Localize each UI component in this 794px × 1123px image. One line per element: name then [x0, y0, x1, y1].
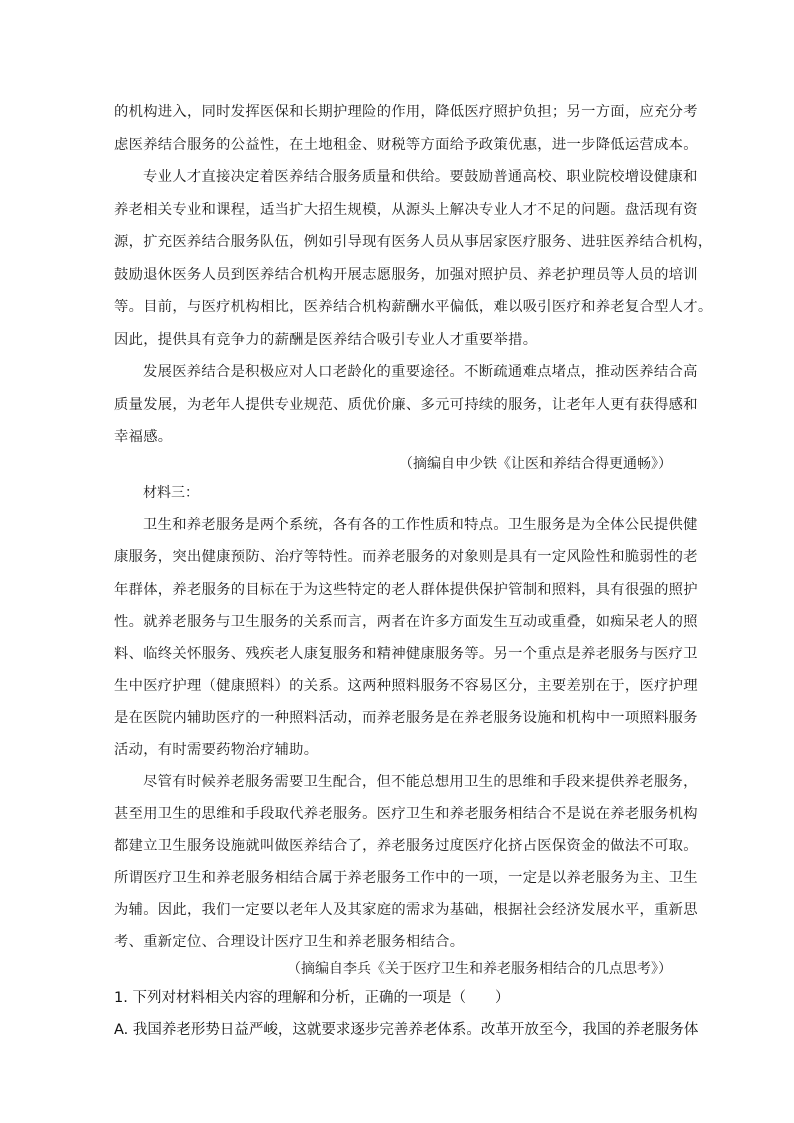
text-line: 是在医院内辅助医疗的一种照料活动，而养老服务是在养老服务设施和机构中一项照料服务	[114, 710, 698, 726]
text-line: 尽管有时候养老服务需要卫生配合，但不能总想用卫生的思维和手段来提供养老服务，	[143, 774, 698, 790]
source-citation: （摘编自申少铁《让医和养结合得更通畅》）	[399, 456, 672, 472]
source-citation: （摘编自李兵《关于医疗卫生和养老服务相结合的几点思考》）	[287, 961, 672, 977]
text-line: 考、重新定位、合理设计医疗卫生和养老服务相结合。	[114, 934, 465, 950]
text-line: 幸福感。	[114, 429, 173, 445]
text-line: 专业人才直接决定着医养结合服务质量和供给。要鼓励普通高校、职业院校增设健康和	[143, 169, 698, 185]
text-line: 养老相关专业和课程，适当扩大招生规模，从源头上解决专业人才不足的问题。盘活现有资	[114, 202, 698, 218]
text-line: 年群体，养老服务的目标在于为这些特定的老人群体提供保护管制和照料，具有很强的照护	[114, 582, 698, 598]
material-label: 材料三：	[143, 485, 199, 501]
text-line: 所谓医疗卫生和养老服务相结合属于养老服务工作中的一项，一定是以养老服务为主、卫生	[114, 870, 698, 886]
question-option-a: A. 我国养老形势日益严峻，这就要求逐步完善养老体系。改革开放至今，我国的养老服务体	[114, 1022, 699, 1038]
text-line: 都建立卫生服务设施就叫做医养结合了，养老服务过度医疗化挤占医保资金的做法不可取。	[114, 838, 698, 854]
text-line: 因此，提供具有竞争力的薪酬是医养结合吸引专业人才重要举措。	[114, 332, 538, 348]
text-line: 源，扩充医养结合服务队伍，例如引导现有医务人员从事居家医疗服务、进驻医养结合机构，	[114, 234, 713, 250]
text-line: 为辅。因此，我们一定要以老年人及其家庭的需求为基础，根据社会经济发展水平，重新思	[114, 902, 698, 918]
text-line: 虑医养结合服务的公益性，在土地租金、财税等方面给予政策优惠，进一步降低运营成本。	[114, 137, 698, 153]
text-line: 发展医养结合是积极应对人口老龄化的重要途径。不断疏通难点堵点，推动医养结合高	[143, 364, 698, 380]
text-line: 康服务，突出健康预防、治疗等特性。而养老服务的对象则是具有一定风险性和脆弱性的老	[114, 549, 698, 565]
text-line: 等。目前，与医疗机构相比，医养结合机构薪酬水平偏低，难以吸引医疗和养老复合型人才。	[114, 299, 713, 315]
text-line: 性。就养老服务与卫生服务的关系而言，两者在许多方面发生互动或重叠，如痴呆老人的照	[114, 614, 698, 630]
text-line: 活动，有时需要药物治疗辅助。	[114, 742, 319, 758]
text-line: 的机构进入，同时发挥医保和长期护理险的作用，降低医疗照护负担；另一方面，应充分考	[114, 104, 698, 120]
question-stem: 1. 下列对材料相关内容的理解和分析，正确的一项是（ ）	[114, 990, 510, 1006]
text-line: 生中医疗护理（健康照料）的关系。这两种照料服务不容易区分，主要差别在于，医疗护理	[114, 678, 698, 694]
text-line: 卫生和养老服务是两个系统，各有各的工作性质和特点。卫生服务是为全体公民提供健	[143, 517, 698, 533]
text-line: 鼓励退休医务人员到医养结合机构开展志愿服务，加强对照护员、养老护理员等人员的培训	[114, 267, 698, 283]
text-line: 料、临终关怀服务、残疾老人康复服务和精神健康服务等。另一个重点是养老服务与医疗卫	[114, 646, 698, 662]
text-line: 质量发展，为老年人提供专业规范、质优价廉、多元可持续的服务，让老年人更有获得感和	[114, 397, 698, 413]
text-line: 甚至用卫生的思维和手段取代养老服务。医疗卫生和养老服务相结合不是说在养老服务机构	[114, 806, 698, 822]
